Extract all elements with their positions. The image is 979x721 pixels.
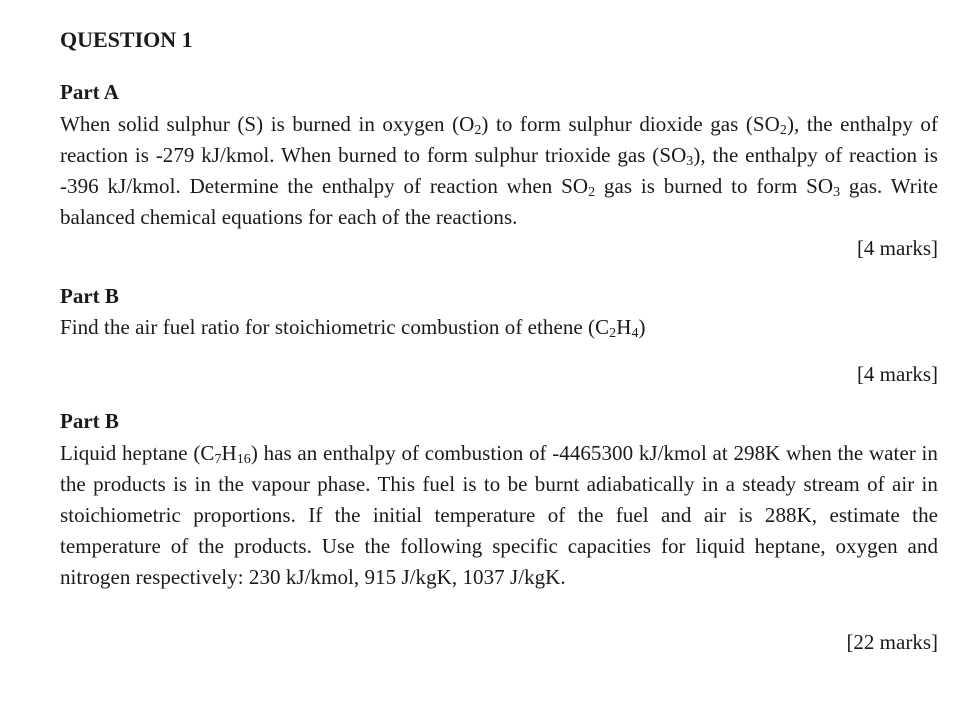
part-b2-text-2: H [221,441,237,465]
part-a-text-2: ) to form sulphur dioxide gas (SO [481,112,780,136]
part-b2-marks: [22 marks] [846,630,938,654]
part-a-heading: Part A [60,80,119,104]
part-b2-text-1: Liquid heptane (C [60,441,215,465]
part-b1-sub-2: 4 [631,326,639,341]
part-b1-text [60,312,938,343]
part-a-text-1: When solid sulphur (S) is burned in oxygen (O [60,112,475,136]
part-b1-section [60,282,938,390]
part-a-sub-1: 2 [474,123,482,138]
part-a-sub-4: 2 [588,185,596,200]
part-b2-text-3: ) has an enthalpy of combustion of -4465300 kJ/kmol at 298K when the water in the products is in the vapour phase. This fuel is to be burnt adiabatically in a steady stream of air in stoichiometric proportions. If the initial temperature of the fuel and air is 288K, estimate the temperature of the products. Use the following specific capacities for liquid heptane, oxygen and nitrogen respectively: 230 kJ/kmol, 915 J/kgK, 1037 J/kgK. [60,441,938,589]
part-a-text-3: ), the enthalpy of reaction is -279 kJ/kmol. When burned to form sulphur trioxide gas (SO [60,112,938,167]
part-a-sub-3: 3 [686,154,694,169]
part-a-text-4: ), the enthalpy of reaction is -396 kJ/kmol. Determine the enthalpy of reaction when SO [60,143,938,198]
question-title: QUESTION 1 [60,27,193,52]
part-a-marks: [4 marks] [856,236,938,260]
part-a-sub-5: 3 [833,185,841,200]
part-a-section [60,78,938,264]
part-b1-marks: [4 marks] [856,362,938,386]
part-b2-section [60,407,938,658]
part-b1-heading: Part B [60,284,119,308]
part-a-text-5: gas is burned to form SO [595,174,834,198]
part-a-text-6: gas. Write balanced chemical equations for each of the reactions. [60,174,938,229]
part-b2-text [60,438,938,593]
part-b2-heading: Part B [60,409,119,433]
part-b2-sub-2: 16 [236,452,251,467]
part-b1-text-1: Find the air fuel ratio for stoichiometric combustion of ethene (C [60,315,610,339]
question-document [60,26,938,658]
part-b2-sub-1: 7 [214,452,222,467]
part-a-sub-2: 2 [779,123,787,138]
part-b1-sub-1: 2 [609,326,617,341]
part-a-text [60,109,938,233]
part-b1-text-3: ) [638,315,646,339]
part-b1-text-2: H [616,315,632,339]
